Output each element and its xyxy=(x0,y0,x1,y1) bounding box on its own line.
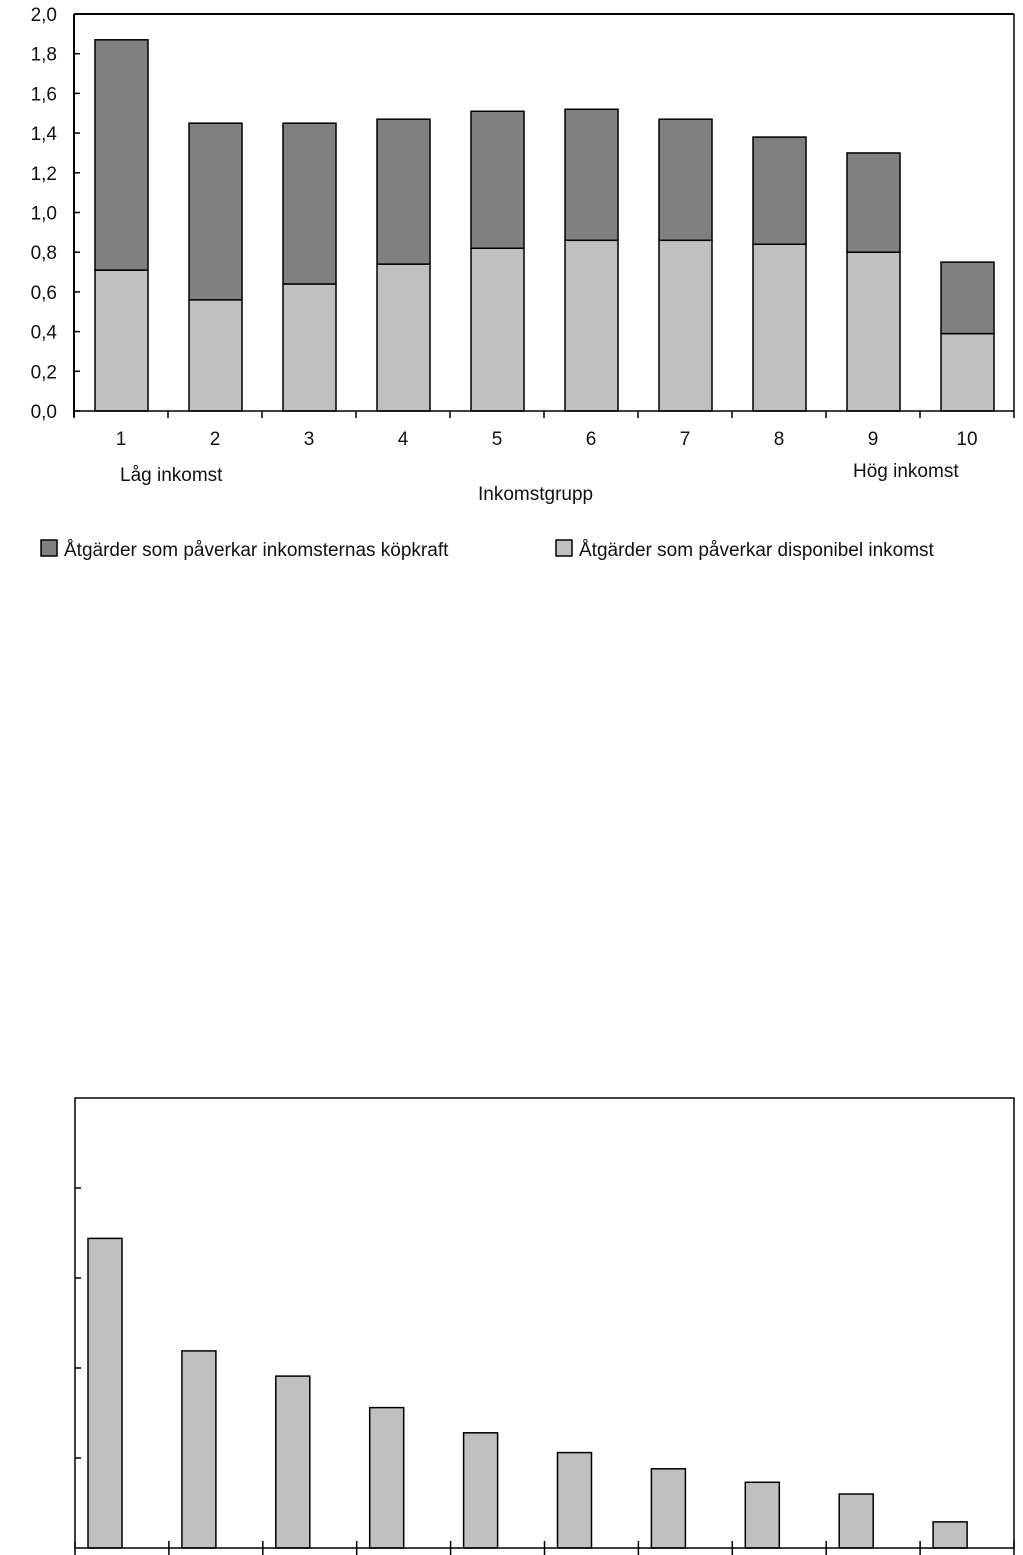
bar xyxy=(370,1408,404,1548)
x-tick-label: 10 xyxy=(956,429,978,450)
x-tick-label: 5 xyxy=(491,429,503,450)
bar xyxy=(182,1351,216,1548)
y-tick-label: 0,0 xyxy=(30,402,57,423)
bar xyxy=(88,1238,122,1548)
low-income-annotation: Låg inkomst xyxy=(120,465,223,486)
y-tick-label: 1,0 xyxy=(30,203,57,225)
x-tick-label: 2 xyxy=(209,429,221,450)
bars xyxy=(88,1238,967,1548)
y-tick-label: 1,6 xyxy=(30,84,57,106)
bar xyxy=(839,1494,873,1548)
y-tick-label: 0,2 xyxy=(30,362,57,384)
x-tick-label: 1 xyxy=(115,429,127,450)
y-tick-label: 0,8 xyxy=(30,243,57,265)
x-tick-label: 4 xyxy=(397,429,409,450)
x-tick-label: 7 xyxy=(679,429,691,450)
x-axis-title: Inkomstgrupp xyxy=(478,484,594,505)
x-tick-label: 6 xyxy=(585,429,597,450)
y-tick-label: 2,0 xyxy=(30,5,57,26)
x-tick-label: 9 xyxy=(867,429,879,450)
y-tick-label: 1,4 xyxy=(30,124,57,146)
legend-label-purchasing-power: Åtgärder som påverkar inkomsternas köpkraft xyxy=(64,540,449,561)
x-tick-label: 8 xyxy=(773,429,785,450)
bar xyxy=(651,1469,685,1548)
legend-label-disposable-income: Åtgärder som påverkar disponibel inkomst xyxy=(579,540,934,561)
bar xyxy=(933,1522,967,1548)
high-income-annotation: Hög inkomst xyxy=(853,461,959,482)
bar xyxy=(276,1376,310,1548)
y-axis-ticks xyxy=(75,1188,81,1458)
x-tick-label: 3 xyxy=(303,429,315,450)
bar xyxy=(558,1453,592,1548)
y-tick-label: 0,4 xyxy=(30,322,57,344)
bar xyxy=(745,1482,779,1548)
y-tick-label: 1,2 xyxy=(30,163,57,185)
bar xyxy=(464,1433,498,1548)
y-tick-label: 0,6 xyxy=(30,282,57,304)
y-tick-label: 1,8 xyxy=(30,44,57,66)
